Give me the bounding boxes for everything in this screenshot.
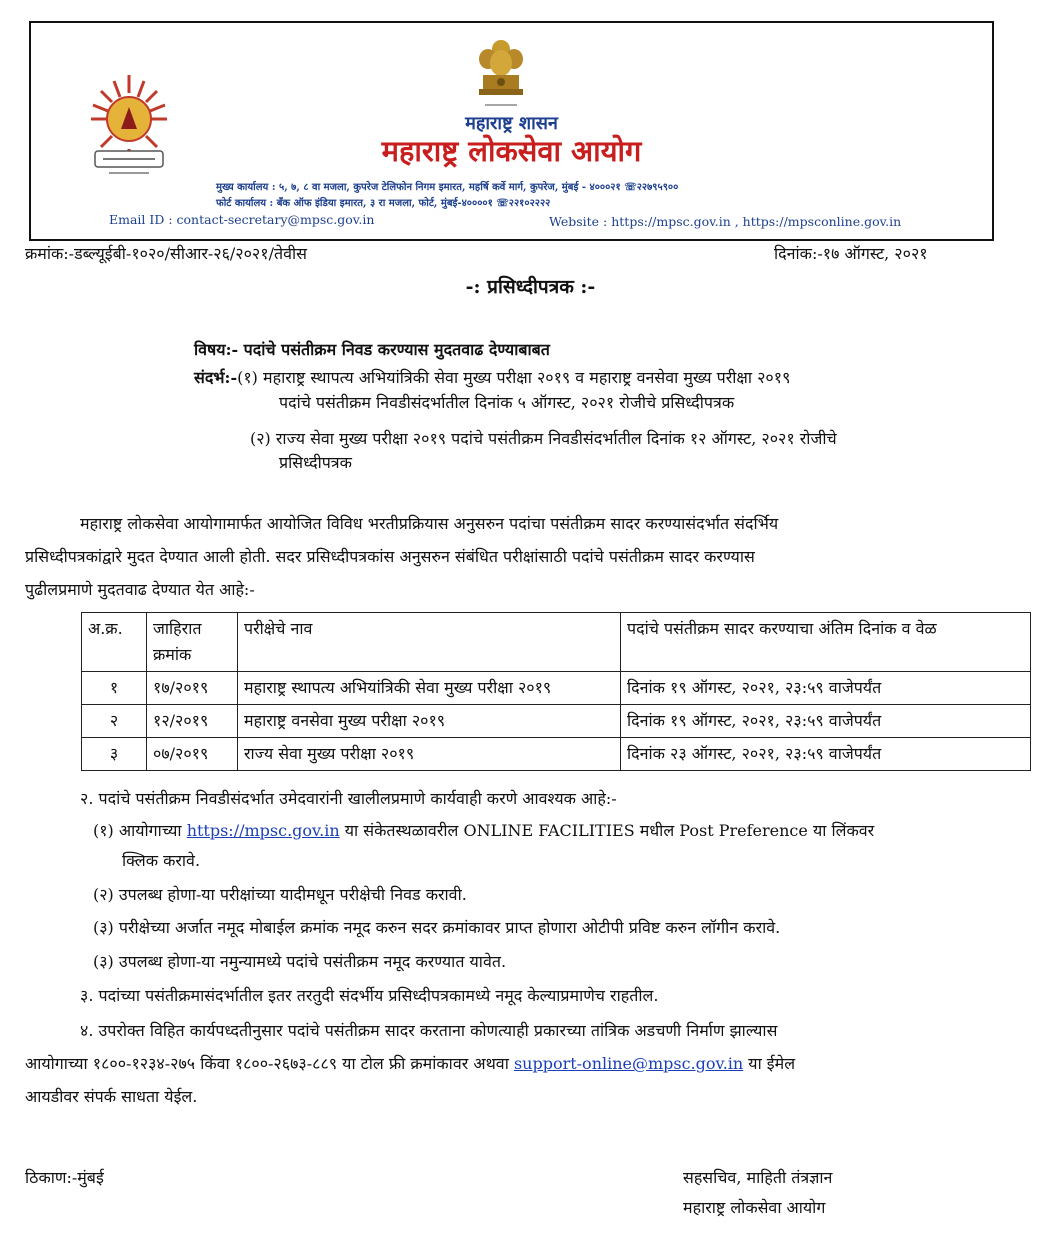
step-4: (३) उपलब्ध होणा-या नमुन्यामध्ये पदांचे पसंतीक्रम नमूद करण्यात यावेत. xyxy=(93,952,507,971)
cell-exam-name: राज्य सेवा मुख्य परीक्षा २०१९ xyxy=(238,738,621,771)
step-1-line-1 xyxy=(93,821,874,841)
signatory-title: सहसचिव, माहिती तंत्रज्ञान xyxy=(683,1168,833,1187)
cell-advt-no: १२/२०१९ xyxy=(147,705,238,738)
point-4-line-3: आयडीवर संपर्क साधता येईल. xyxy=(25,1087,198,1106)
step-2: (२) उपलब्ध होणा-या परीक्षांच्या यादीमधून परीक्षेची निवड करावी. xyxy=(93,885,467,904)
header-cell-advt-no: जाहिरात क्रमांक xyxy=(147,613,238,672)
reference-2-line-1: (२) राज्य सेवा मुख्य परीक्षा २०१९ पदांचे पसंतीक्रम निवडीसंदर्भातील दिनांक १२ ऑगस्ट, २०२१ रोजीचे xyxy=(250,429,837,448)
table-header-row xyxy=(82,613,1031,672)
table-row xyxy=(82,705,1031,738)
reference-1-line-2: पदांचे पसंतीक्रम निवडीसंदर्भातील दिनांक ५ ऑगस्ट, २०२१ रोजीचे प्रसिध्दीपत्रक xyxy=(279,393,735,412)
cell-serial: १ xyxy=(82,672,147,705)
header-cell-exam-name: परीक्षेचे नाव xyxy=(238,613,621,672)
header-cell-serial: अ.क्र. xyxy=(82,613,147,672)
step-1-suffix: या संकेतस्थळावरील ONLINE FACILITIES मधील Post Preference या लिंकवर xyxy=(344,821,875,840)
cell-deadline: दिनांक १९ ऑगस्ट, २०२१, २३:५९ वाजेपर्यंत xyxy=(621,672,1031,705)
cell-serial: २ xyxy=(82,705,147,738)
cell-deadline: दिनांक १९ ऑगस्ट, २०२१, २३:५९ वाजेपर्यंत xyxy=(621,705,1031,738)
step-1-line-2: क्लिक करावे. xyxy=(122,851,201,870)
subject-line: विषय:- पदांचे पसंतीक्रम निवड करण्यास मुदतवाढ देण्याबाबत xyxy=(194,340,550,359)
fort-office-address: फोर्ट कार्यालय : बँक ऑफ इंडिया इमारत, ३ रा मजला, फोर्ट, मुंबई-४००००१ ☏२२१०२२२२ xyxy=(216,198,551,209)
point-4-line-2 xyxy=(25,1054,795,1074)
government-title: महाराष्ट्र शासन xyxy=(465,113,558,134)
intro-line-1: महाराष्ट्र लोकसेवा आयोगामार्फत आयोजित विविध भरतीप्रक्रियास अनुसरुन पदांचा पसंतीक्रम सादर करण्यासंदर्भात संदर्भिय xyxy=(80,514,779,533)
document-date: दिनांक:-१७ ऑगस्ट, २०२१ xyxy=(774,244,928,263)
reference-label: संदर्भ:- xyxy=(194,368,238,387)
step-3: (३) परीक्षेच्या अर्जात नमूद मोबाईल क्रमांक नमूद करुन सदर क्रमांकावर प्राप्त होणारा ओटीपी प्रविष्ट करुन लॉगीन करावे. xyxy=(93,918,781,937)
cell-serial: ३ xyxy=(82,738,147,771)
point-4-line-1: ४. उपरोक्त विहित कार्यपध्दतीनुसार पदांचे पसंतीक्रम सादर करताना कोणत्याही प्रकारच्या तांत्रिक अडचणी निर्माण झाल्यास xyxy=(80,1021,778,1040)
commission-title: महाराष्ट्र लोकसेवा आयोग xyxy=(381,134,642,168)
reference-item-1 xyxy=(194,368,790,388)
support-email-link[interactable]: support-online@mpsc.gov.in xyxy=(513,1054,744,1073)
letterhead xyxy=(29,21,994,241)
reference-2-line-2: प्रसिध्दीपत्रक xyxy=(279,453,352,472)
point-3: ३. पदांच्या पसंतीक्रमासंदर्भातील इतर तरतुदी संदर्भीय प्रसिध्दीपत्रकामध्ये नमूद केल्याप्रमाणेच राहतील. xyxy=(80,986,659,1005)
deadline-table xyxy=(81,612,1031,771)
cell-exam-name: महाराष्ट्र स्थापत्य अभियांत्रिकी सेवा मुख्य परीक्षा २०१९ xyxy=(238,672,621,705)
table-row xyxy=(82,672,1031,705)
reference-1-line-1: (१) महाराष्ट्र स्थापत्य अभियांत्रिकी सेवा मुख्य परीक्षा २०१९ व महाराष्ट्र वनसेवा मुख्य परीक्षा २०१९ xyxy=(237,368,791,387)
point-4-line-2-prefix: आयोगाच्या १८००-१२३४-२७५ किंवा १८००-२६७३-८८९ या टोल फ्री क्रमांकावर अथवा xyxy=(25,1054,509,1073)
table-row xyxy=(82,738,1031,771)
point-2: २. पदांचे पसंतीक्रम निवडीसंदर्भात उमेदवारांनी खालीलप्रमाणे कार्यवाही करणे आवश्यक आहे:- xyxy=(80,789,617,808)
header-cell-deadline: पदांचे पसंतीक्रम सादर करण्याचा अंतिम दिनांक व वेळ xyxy=(621,613,1031,672)
signatory-organization: महाराष्ट्र लोकसेवा आयोग xyxy=(683,1198,826,1217)
cell-exam-name: महाराष्ट्र वनसेवा मुख्य परीक्षा २०१९ xyxy=(238,705,621,738)
intro-line-3: पुढीलप्रमाणे मुदतवाढ देण्यात येत आहे:- xyxy=(25,580,255,599)
header-email: Email ID : contact-secretary@mpsc.gov.in xyxy=(109,212,375,227)
reference-number: क्रमांक:-डब्ल्यूईबी-१०२०/सीआर-२६/२०२१/तेवीस xyxy=(25,244,307,263)
mpsc-website-link[interactable]: https://mpsc.gov.in xyxy=(186,821,340,840)
cell-advt-no: १७/२०१९ xyxy=(147,672,238,705)
point-4-line-2-suffix: या ईमेल xyxy=(748,1054,796,1073)
cell-advt-no: ०७/२०१९ xyxy=(147,738,238,771)
document-title: -: प्रसिध्दीपत्रक :- xyxy=(465,276,596,298)
header-website: Website : https://mpsc.gov.in , https://mpsconline.gov.in xyxy=(549,214,902,229)
place: ठिकाण:-मुंबई xyxy=(25,1168,104,1187)
national-emblem-icon xyxy=(471,35,531,115)
cell-deadline: दिनांक २३ ऑगस्ट, २०२१, २३:५९ वाजेपर्यंत xyxy=(621,738,1031,771)
step-1-prefix: (१) आयोगाच्या xyxy=(93,821,182,840)
intro-line-2: प्रसिध्दीपत्रकांद्वारे मुदत देण्यात आली होती. सदर प्रसिध्दीपत्रकांस अनुसरुन संबंधित परीक्षांसाठी पदांचे पसंतीक्रम सादर करण्यास xyxy=(25,547,755,566)
main-office-address: मुख्य कार्यालय : ५, ७, ८ वा मजला, कुपरेज टेलिफोन निगम इमारत, महर्षि कर्वे मार्ग, कुपरेज, मुंबई - ४०००२१ ☏२२७९५९०० xyxy=(216,182,679,193)
